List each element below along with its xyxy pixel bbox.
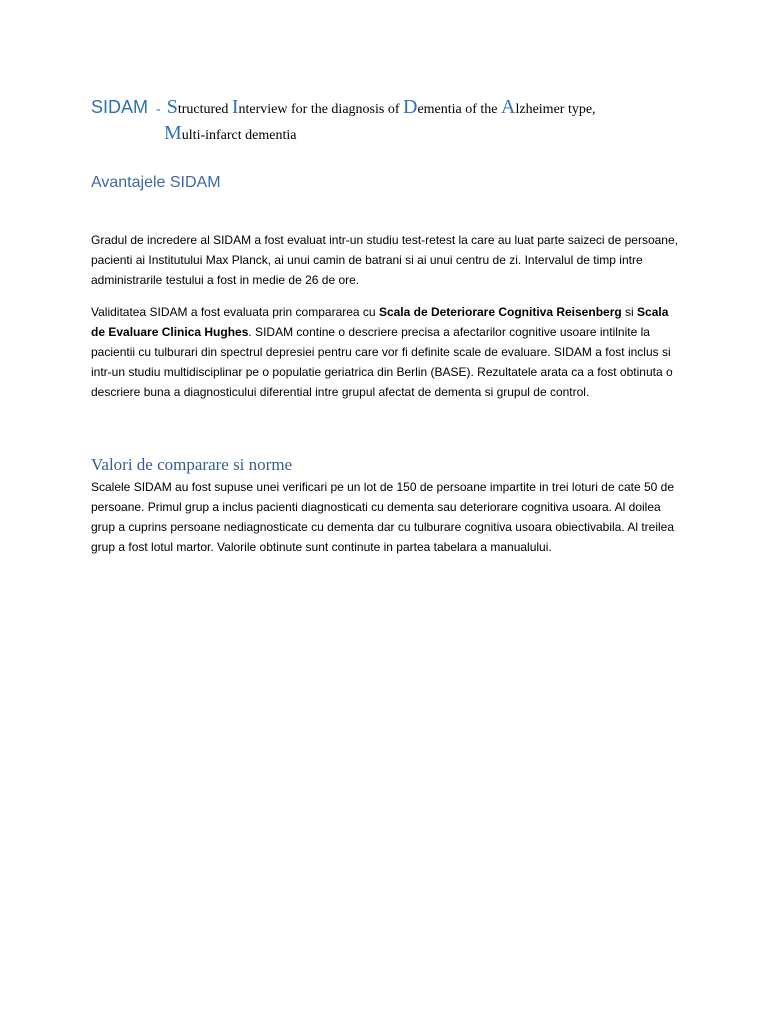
title-initial: D [402, 96, 418, 118]
scale-name-hughes: Scala de Evaluare Clinica Hughes [91, 305, 669, 339]
title-initial: S [166, 96, 178, 118]
paragraph-text: . SIDAM contine o descriere precisa a afectarilor cognitive usoare intilnite la pacientii cu tulburari din spectrul depresiei pentru care vor fi definite scale de evaluare. SIDAM a fost inclus si intr-un studiu multidisciplinar pe o populatie geriatrica din Berlin (BASE). Rezultatele arata ca a fost obtinuta o descriere buna a diagnosticului diferential intre grupul afectat de dementa si grupul de control. [91, 325, 673, 399]
title-initial: A [501, 96, 516, 118]
section-heading-avantaje: Avantajele SIDAM [91, 174, 221, 191]
section-heading-valori: Valori de comparare si norme [91, 455, 293, 474]
title-word: tructured [177, 102, 232, 117]
paragraph-validity [91, 302, 681, 402]
title-dash: - [156, 102, 161, 117]
paragraph-text: si [621, 305, 638, 319]
title-initial: M [164, 122, 182, 144]
document-title-continuation [164, 122, 296, 145]
title-word: ementia of the [417, 102, 502, 117]
title-initial: I [231, 96, 239, 118]
title-word: nterview for the diagnosis of [238, 102, 403, 117]
title-word: lzheimer type, [515, 102, 596, 117]
scale-name-reisenberg: Scala de Deteriorare Cognitiva Reisenberg [378, 305, 622, 319]
title-acronym: SIDAM [91, 97, 149, 117]
document-title [91, 96, 596, 119]
paragraph-text: Validitatea SIDAM a fost evaluata prin compararea cu [91, 305, 379, 319]
title-word: ulti-infarct dementia [181, 128, 297, 143]
paragraph-reliability: Gradul de incredere al SIDAM a fost evaluat intr-un studiu test-retest la care au luat parte saizeci de persoane, pacienti ai Institutului Max Planck, ai unui camin de batrani si ai unui centru de zi. Intervalul de timp intre administrarile testului a fost in medie de 26 de ore. [91, 233, 678, 287]
paragraph-norms: Scalele SIDAM au fost supuse unei verificari pe un lot de 150 de persoane impartite in trei loturi de cate 50 de persoane. Primul grup a inclus pacienti diagnosticati cu dementa sau deteriorare cognitiva usoara. Al doilea grup a cuprins persoane nediagnosticate cu dementa dar cu tulburare cognitiva usoara obiectivabila. Al treilea grup a fost lotul martor. Valorile obtinute sunt continute in partea tabelara a manualului. [91, 480, 675, 554]
